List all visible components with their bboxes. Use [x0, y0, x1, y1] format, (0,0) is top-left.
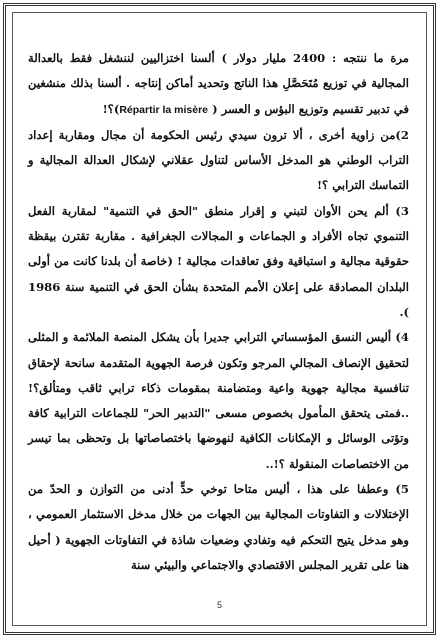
- paragraph-1: [28, 46, 409, 123]
- paragraph-3: 3) ألم يحن الأوان لتبني و إقرار منطق "الحق في التنمية" لمقاربة الفعل التنموي تجاه الأفراد و الجماعات و المجالات الجغرافية . مقاربة تقترن بيقظة حقوقية مجالية و استباقية وفق تعاقدات مجالية ! (خاصة أن بلدنا كانت من أولى البلدان المصادقة على إعلان الأمم المتحدة بشأن الحق في التنمية سنة 1986 ).: [28, 203, 409, 319]
- document-page: [3, 3, 436, 635]
- paragraph-1-latin-term: Répartir la misère: [119, 103, 209, 116]
- paragraph-1-text: مرة ما ننتجه : 2400 مليار دولار ) ألسنا اختزاليين لننشغل فقط بالعدالة المجالية في توزيع مُتَحَصَّلِ هذا الناتج وتحديد أماكن إنتاجه . ألسنا بذلك منشغين في تدبير تقسيم وتوزيع البؤس و العسر (: [28, 51, 409, 116]
- paragraph-1-tail: )؟!: [102, 101, 120, 116]
- page-number: 5: [216, 600, 222, 610]
- document-body: [28, 46, 409, 578]
- paragraph-5: 5) وعطفا على هذا ، أليس متاحا توخي حدٍّ أدنى من التوازن و الحدّ من الإختلالات و التفاوتات المجالية بين الجهات من خلال مدخل الاستثمار العمومي ، وهو مدخل يتيح التحكم فيه وتفادي وضعيات شاذة في التفاوتات الجهوية ( أحيل هنا على تقرير المجلس الاقتصادي والاجتماعي والبيئي سنة: [28, 482, 409, 572]
- paragraph-2: 2)من زاوية أخرى ، ألا ترون سيدي رئيس الحكومة أن مجال ومقاربة إعداد التراب الوطني هو المدخل الأساس لتناول عقلاني لإشكال العدالة المجالية و التماسك الترابي ؟!: [28, 127, 409, 193]
- paragraph-4: 4) أليس النسق المؤسساتي الترابي جديرا بأن يشكل المنصة الملائمة و المثلى لتحقيق الإنصاف المجالي المرجو وتكون فرصة الجهوية المتقدمة سانحة لإحقاق تنافسية مجالية جهوية واعية ومتضامنة بمقومات ذكاء ترابي ثاقب ومتألق؟! ..فمتى يتحقق المأمول بخصوص مسعى "التدبير الحر" للجماعات الترابية كافة وتؤتى الوسائل و الإمكانات الكافية لنهوضها باختصاصاتها بل وتحظى بما تيسر من الاختصاصات المنقولة ؟!..: [28, 330, 409, 471]
